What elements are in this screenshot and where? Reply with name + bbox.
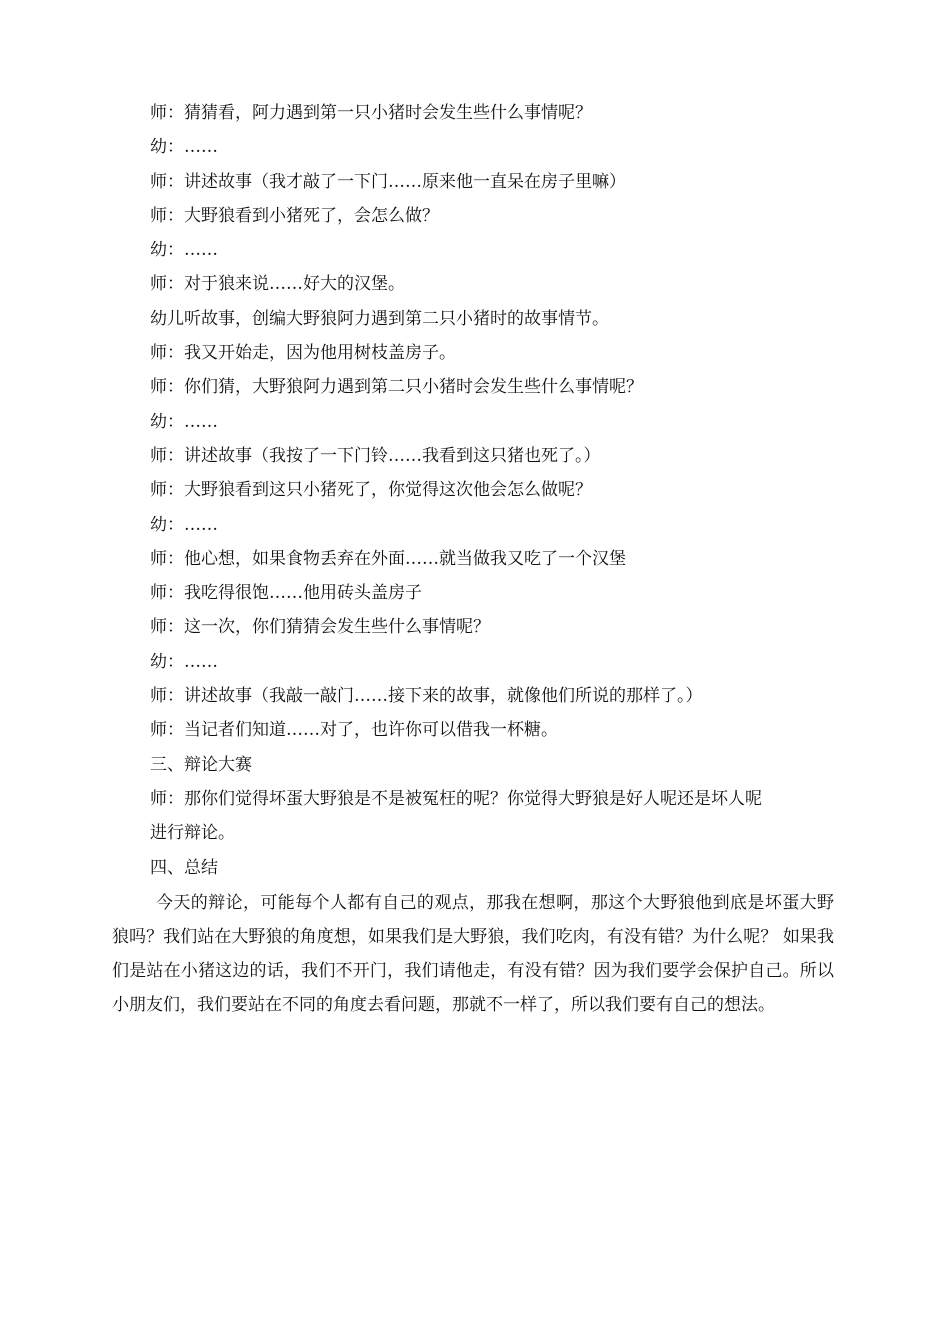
dialogue-line: 师：大野狼看到这只小猪死了，你觉得这次他会怎么做呢？ (150, 480, 592, 501)
dialogue-line-continuation: 进行辩论。 (150, 823, 235, 844)
section-heading-debate: 三、辩论大赛 (150, 754, 252, 775)
dialogue-line: 师：他心想，如果食物丢弃在外面……就当做我又吃了一个汉堡 (150, 548, 626, 569)
dialogue-line: 师：大野狼看到小猪死了，会怎么做？ (150, 205, 439, 226)
dialogue-line: 师：讲述故事（我敲一敲门……接下来的故事，就像他们所说的那样了。） (150, 686, 703, 707)
dialogue-line: 幼：…… (150, 651, 218, 672)
dialogue-line: 师：对于狼来说……好大的汉堡。 (150, 274, 405, 295)
dialogue-line: 师：我吃得很饱……他用砖头盖房子 (150, 583, 422, 604)
document-body (112, 96, 842, 1022)
dialogue-line: 师：那你们觉得坏蛋大野狼是不是被冤枉的呢？你觉得大野狼是好人呢还是坏人呢 (150, 788, 762, 809)
dialogue-line: 师：我又开始走，因为他用树枝盖房子。 (150, 343, 456, 364)
dialogue-line: 幼：…… (150, 514, 218, 535)
dialogue-line: 师：这一次，你们猜猜会发生些什么事情呢？ (150, 617, 490, 638)
dialogue-line: 师：讲述故事（我才敲了一下门……原来他一直呆在房子里嘛） (150, 171, 626, 192)
summary-paragraph: 今天的辩论，可能每个人都有自己的观点，那我在想啊，那这个大野狼他到底是坏蛋大野狼吗？我们站在大野狼的角度想，如果我们是大野狼，我们吃肉，有没有错？为什么呢？ 如果我们是站在小猪这边的话，我们不开门，我们请他走，有没有错？因为我们要学会保护自己。所以小朋友们，我们要站在不同的角度去看问题，那就不一样了，所以我们要有自己的想法。 (112, 892, 834, 1015)
section-heading-summary: 四、总结 (150, 857, 218, 878)
activity-line: 幼儿听故事，创编大野狼阿力遇到第二只小猪时的故事情节。 (150, 308, 609, 329)
dialogue-line: 师：你们猜，大野狼阿力遇到第二只小猪时会发生些什么事情呢？ (150, 377, 643, 398)
dialogue-line: 师：讲述故事（我按了一下门铃……我看到这只猪也死了。） (150, 445, 601, 466)
dialogue-line: 幼：…… (150, 240, 218, 261)
dialogue-line: 师：猜猜看，阿力遇到第一只小猪时会发生些什么事情呢？ (150, 103, 592, 123)
dialogue-line: 幼：…… (150, 411, 218, 432)
dialogue-line: 幼：…… (150, 137, 218, 158)
dialogue-line: 师：当记者们知道……对了，也许你可以借我一杯糖。 (150, 720, 558, 741)
